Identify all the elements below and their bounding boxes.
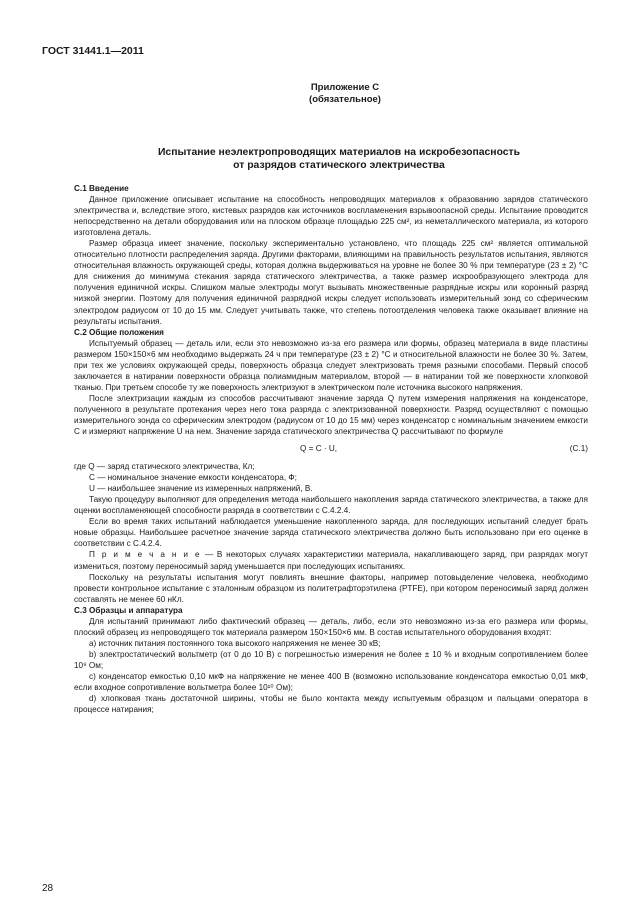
document-title-line-1: Испытание неэлектропроводящих материалов на искробезопасность bbox=[157, 147, 521, 158]
formula-expression: Q = C · U, bbox=[300, 444, 338, 454]
section-c1-paragraph-1: Данное приложение описывает испытание на способность непроводящих материалов к образованию зарядов статического электричества и, вследствие этого, кистевых разрядов как источников воспламенения взрывоопасной среды. Испытание проводится непосредственно на детали оборудования или на плоском образце площадью 225 см², из неметаллического материала, из которого изготовлена деталь. bbox=[74, 195, 588, 238]
formula-row bbox=[74, 437, 588, 461]
annex-status: (обязательное) bbox=[309, 94, 381, 105]
annex-heading bbox=[0, 82, 630, 106]
section-c3-heading: С.3 Образцы и аппаратура bbox=[74, 605, 183, 615]
section-c2-paragraph-3: Такую процедуру выполняют для определения метода наибольшего накопления заряда статического электричества, а также для оценки воспламеняющей способности разряда в соответствии с С.4.2.4. bbox=[74, 495, 588, 516]
section-c2-paragraph-5: Поскольку на результаты испытания могут повлиять внешние факторы, например потовыделение человека, необходимо провести контрольное испытание с эталонным образцом из политетрафторэтилена (PTFE), при котором переносимый заряд должен составлять не менее 60 нКл. bbox=[74, 572, 588, 604]
section-c2-paragraph-2: После электризации каждым из способов рассчитывают значение заряда Q путем измерения напряжения на конденсаторе, полученного в результате протекания через него тока разряда с электризованной поверхности. Разряд осуществляют с помощью измерительного зонда со сферическим электродом (радиусом от 10 до 15 мм) через конденсатор с номинальным значением емкости С и измеряют напряжение U на нем. Значение заряда статического электричества Q рассчитывают по формуле bbox=[74, 393, 588, 437]
note-text: — В некоторых случаях характеристики материала, накапливающего заряд, при разрядах могут измениться, поэтому переносимый заряд уменьшается при последующих испытаниях. bbox=[74, 550, 588, 571]
where-c: С — номинальное значение емкости конденсатора, Ф; bbox=[89, 473, 297, 483]
formula-number: (С.1) bbox=[569, 444, 588, 454]
section-c2-paragraph-4: Если во время таких испытаний наблюдается уменьшение накопленного заряда, для последующих испытаний следует брать новые образцы. Наибольшее расчетное значение заряда статического электричества должно быть использовано при его оценке в соответствии с С.4.2.4. bbox=[74, 517, 588, 549]
standard-code-header: ГОСТ 31441.1—2011 bbox=[42, 45, 144, 57]
section-c1-heading: С.1 Введение bbox=[74, 184, 129, 193]
list-item-b: b) электростатический вольтметр (от 0 до 10 В) с погрешностью измерения не более ± 10 % и входным сопротивлением более 10⁹ Ом; bbox=[74, 649, 588, 670]
section-c3-paragraph-1: Для испытаний принимают либо фактический образец — деталь, либо, если это невозможно из-за его размера или формы, плоский образец из непроводящего ток материала размером 150×150×6 мм. В состав испытательного оборудования входят: bbox=[74, 616, 588, 637]
section-c2-heading: С.2 Общие положения bbox=[74, 327, 164, 337]
document-title-line-2: от разрядов статического электричества bbox=[233, 160, 445, 171]
section-c1-paragraph-2: Размер образца имеет значение, поскольку экспериментально установлено, что площадь 225 см² является оптимальной относительно плотности распределения заряда. Другими факторами, влияющими на правильность результатов испытания, являются относительная влажность окружающей среды, которая должна выдерживаться на уровне не более 30 % при температуре (23 ± 2) °С для снижения до минимума стекания заряда статического электричества, а также размер искрообразующего электрода для получения единичной искры. Слишком малые электроды могут вызывать множественные разрядные искры или коронный разряд низкой энергии. Поэтому для получения единичной разрядной искры следует использовать измерительный зонд со сферическим электродом радиусом от 10 до 15 мм. Следует учитывать также, что степень потоотделения человека также оказывает влияние на результаты испытания. bbox=[74, 239, 588, 326]
section-c2-paragraph-1: Испытуемый образец — деталь или, если это невозможно из-за его размера или формы, образец материала в виде пластины размером 150×150×6 мм необходимо выдержать 24 ч при температуре (23 ± 2) °С и относительной влажности не более 30 %. Затем, при тех же условиях окружающей среды, поверхность образца следует электризовать тремя разными способами. Первый способ заключается в натирании поверхности образца полиамидным материалом, второй — в натирании той же поверхности хлопковой тканью. При третьем способе ту же поверхность электризуют в электрическом поле источника высокого напряжения. bbox=[74, 338, 588, 392]
main-content bbox=[74, 183, 588, 715]
list-item-a: а) источник питания постоянного тока высокого напряжения не менее 30 кВ; bbox=[89, 638, 381, 648]
page-number: 28 bbox=[42, 883, 54, 894]
document-title bbox=[0, 146, 630, 172]
list-item-d: d) хлопковая ткань достаточной ширины, чтобы не было контакта между испытуемым образцом и пальцами оператора в процессе натирания; bbox=[74, 694, 588, 715]
note-label: П р и м е ч а н и е bbox=[89, 550, 202, 560]
list-item-c: с) конденсатор емкостью 0,10 мкФ на напряжение не менее 400 В (возможно использование конденсатора емкостью 0,01 мкФ, если входное сопротивление вольтметра более 10¹⁰ Ом); bbox=[74, 671, 588, 693]
where-u: U — наибольшее значение из измеренных напряжений, В. bbox=[89, 484, 313, 494]
note-paragraph bbox=[74, 549, 588, 571]
where-q: где Q — заряд статического электричества, Кл; bbox=[74, 462, 255, 472]
annex-title: Приложение С bbox=[310, 82, 380, 93]
